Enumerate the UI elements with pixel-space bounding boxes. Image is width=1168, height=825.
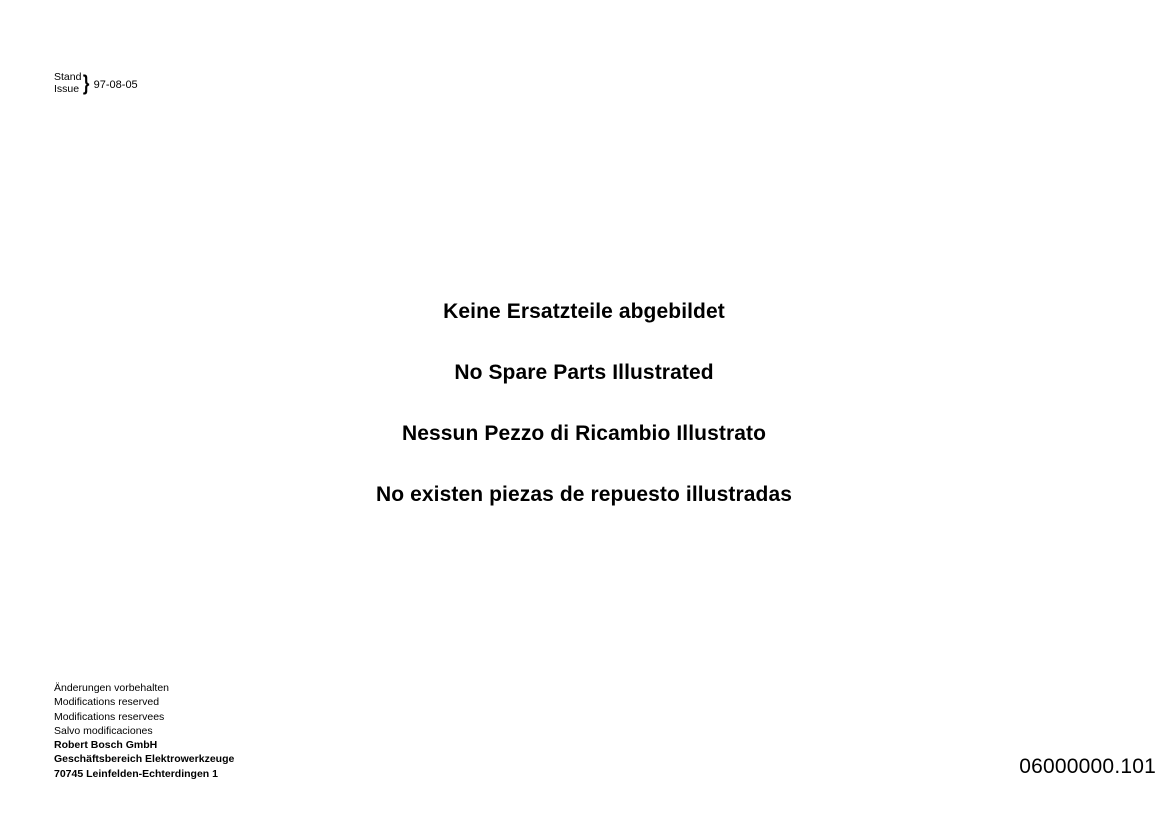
imprint-address: 70745 Leinfelden-Echterdingen 1 [54,767,218,780]
notice-line-italian: Nessun Pezzo di Ricambio Illustrato [401,422,767,445]
imprint-modifications-en: Modifications reserved [54,696,160,709]
issue-date-stamp [54,72,138,95]
issue-date-labels [54,72,81,95]
notice-line-german: Keine Ersatzteile abgebildet [443,300,725,323]
issue-date-value: 97-08-05 [93,78,138,91]
imprint-company: Robert Bosch GmbH [54,739,158,752]
brace-glyph: } [83,72,90,95]
imprint-modifications-es: Salvo modificaciones [54,724,153,737]
issue-label-de: Stand [54,71,82,83]
imprint-modifications-de: Änderungen vorbehalten [54,682,170,694]
issue-label-en: Issue [54,82,80,95]
notice-line-spanish: No existen piezas de repuesto illustradas [375,483,793,506]
imprint-modifications-fr: Modifications reservees [54,710,165,723]
imprint-division: Geschäftsbereich Elektrowerkzeuge [54,753,235,766]
no-spare-parts-notice [0,300,1168,507]
imprint-block [54,681,234,781]
document-number: 06000000.101 [1019,755,1156,778]
notice-line-english: No Spare Parts Illustrated [454,361,714,384]
